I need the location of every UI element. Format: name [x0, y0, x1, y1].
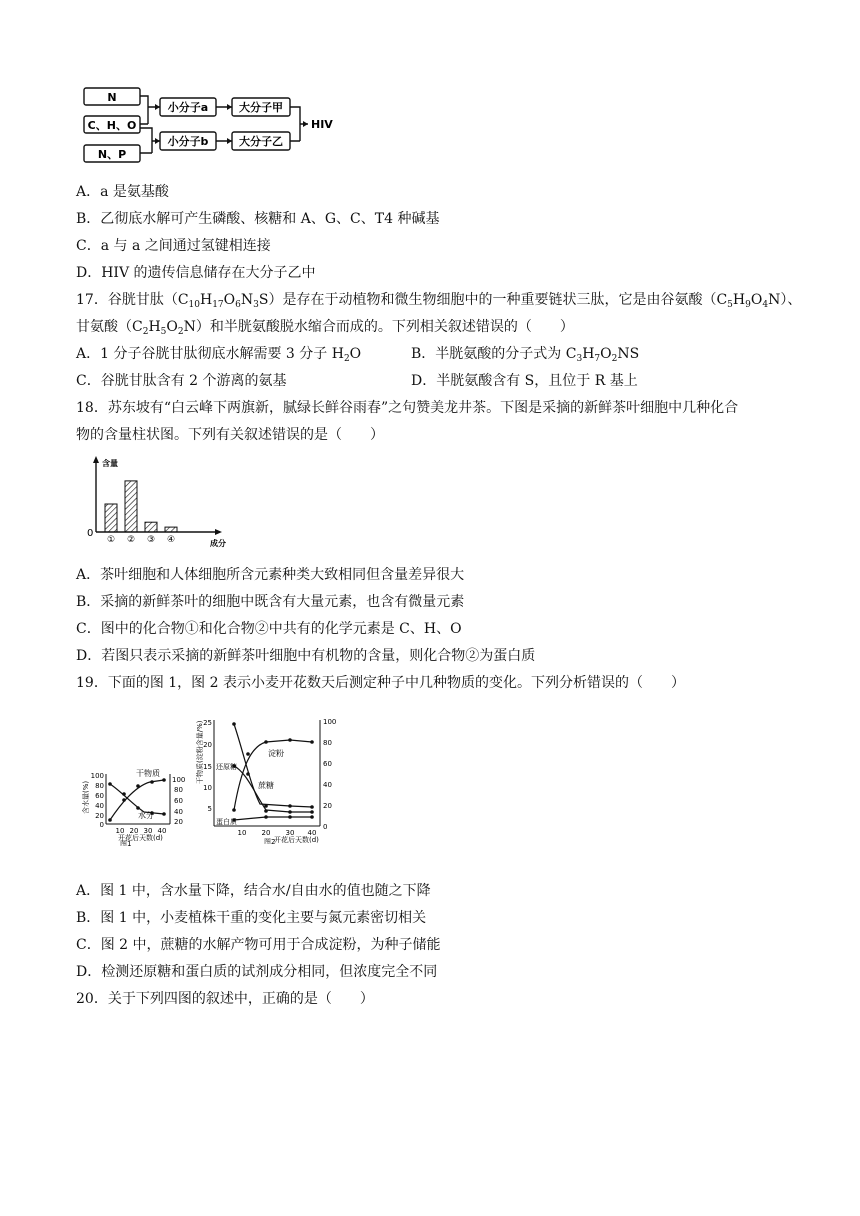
q17-option-d: D．半胱氨酸含有 S，且位于 R 基上 [411, 373, 638, 389]
fig2-caption: 图2 [264, 838, 276, 844]
q16-option-b: B．乙彻底水解可产生磷酸、核糖和 A、G、C、T4 种碱基 [76, 211, 440, 227]
fig2-ytick-right: 80 [323, 739, 332, 747]
chart-origin: 0 [87, 528, 94, 539]
q20-stem: 20．关于下列四图的叙述中，正确的是（ ） [76, 991, 374, 1007]
chart-x-label: 成分 [210, 539, 226, 548]
box-big-jia: 大分子甲 [239, 101, 283, 114]
bar-1 [105, 504, 117, 532]
fig2-protein-label: 蛋白质 [216, 818, 237, 826]
q18-option-b: B．采摘的新鲜茶叶的细胞中既含有大量元素，也含有微量元素 [76, 594, 465, 610]
q17-option-a: A．1 分子谷胱甘肽彻底水解需要 3 分子 $H_2O$ [76, 346, 362, 364]
fig2-ytick-left: 15 [203, 763, 212, 771]
fig1-ytick-left: 100 [90, 772, 104, 780]
bar-2 [125, 481, 137, 532]
fig2-ytick-right: 100 [323, 718, 337, 726]
fig1-ytick-right: 80 [174, 786, 183, 794]
bar-4 [165, 527, 177, 532]
hiv-label: HIV [311, 118, 333, 131]
q17-stem-line2: 甘氨酸$(C_2H_5O_2N)$和半胱氨酸脱水缩合而成的。下列相关叙述错误的（ ） [76, 319, 574, 337]
fig2-reducing-sugar-label: 还原糖 [216, 763, 237, 771]
bar-label-2: ② [126, 535, 136, 545]
fig2-y-label: 干物质(淀粉含量/%) [196, 720, 204, 784]
fig1-ytick-left: 0 [99, 821, 104, 829]
q17-stem-line1: 17．谷胱甘肽$(C_{10}H_{17}O_6N_3S)$是存在于动植物和微生物细胞中的一种重要链状三肽，它是由谷氨酸$(C_5H_9O_4N)$、 [76, 292, 802, 310]
fig2-protein-curve [234, 817, 312, 820]
bar-3 [145, 522, 157, 532]
q18-option-d: D．若图只表示采摘的新鲜茶叶细胞中有机物的含量，则化合物②为蛋白质 [76, 648, 536, 664]
fig2-sucrose-label: 蔗糖 [258, 781, 274, 790]
box-small-a: 小分子a [167, 101, 209, 114]
fig1-xtick: 20 [129, 827, 139, 835]
q17-option-b: B．半胱氨酸的分子式为 $C_3H_7O_2NS$ [411, 346, 640, 364]
bar-label-4: ④ [166, 535, 176, 545]
q16-option-a: A．a 是氨基酸 [76, 184, 169, 200]
q19-option-b: B．图 1 中，小麦植株干重的变化主要与氮元素密切相关 [76, 910, 427, 926]
q16-option-c: C．a 与 a 之间通过氢键相连接 [76, 238, 271, 254]
figure-1-water-dry-matter [80, 762, 190, 846]
box-small-b: 小分子b [167, 135, 209, 148]
q19-stem: 19．下面的图 1，图 2 表示小麦开花数天后测定种子中几种物质的变化。下列分析错误的（ ） [76, 675, 685, 691]
q18-stem-line1: 18．苏东坡有“白云峰下两旗新，腻绿长鲜谷雨春”之句赞美龙井茶。下图是采摘的新鲜茶叶细胞中几种化合 [76, 400, 739, 416]
hiv-composition-diagram [80, 84, 350, 166]
fig2-ytick-left: 20 [203, 741, 212, 749]
fig1-xtick: 40 [157, 827, 167, 835]
q18-stem-line2: 物的含量柱状图。下列有关叙述错误的是（ ） [76, 427, 384, 443]
fig2-starch-label: 淀粉 [268, 749, 284, 758]
fig1-ytick-left: 40 [95, 802, 104, 810]
fig2-ytick-right: 60 [323, 760, 332, 768]
box-big-yi: 大分子乙 [239, 135, 283, 148]
q18-option-c: C．图中的化合物①和化合物②中共有的化学元素是 C、H、O [76, 621, 462, 637]
bar-label-3: ③ [146, 535, 156, 545]
fig2-ytick-left: 10 [203, 784, 212, 792]
q19-option-a: A．图 1 中，含水量下降，结合水/自由水的值也随之下降 [76, 883, 431, 899]
chart-y-label: 含量 [102, 459, 118, 468]
fig1-xtick: 10 [115, 827, 125, 835]
fig2-xtick: 20 [261, 829, 271, 837]
figure-2-substance-changes [192, 714, 360, 844]
fig2-ytick-right: 0 [323, 823, 328, 831]
fig1-xtick: 30 [143, 827, 153, 835]
fig2-ytick-right: 40 [323, 781, 332, 789]
fig1-ytick-right: 100 [172, 776, 186, 784]
fig2-x-label: 开花后天数(d) [274, 836, 319, 844]
fig2-xtick: 10 [237, 829, 247, 837]
fig1-ytick-right: 40 [174, 808, 183, 816]
fig1-y-label: 含水量(%) [82, 780, 90, 814]
box-n: N [107, 91, 117, 104]
fig2-xtick: 40 [307, 829, 317, 837]
fig1-x-label: 开花后天数(d) [118, 834, 163, 842]
box-cho: C、H、O [87, 119, 137, 132]
fig1-water-label: 水分 [138, 811, 154, 820]
fig2-ytick-left: 5 [207, 805, 212, 813]
q17-option-c: C．谷胱甘肽含有 2 个游离的氨基 [76, 373, 287, 389]
fig1-ytick-left: 80 [95, 782, 104, 790]
box-np: N、P [97, 148, 127, 161]
q19-option-d: D．检测还原糖和蛋白质的试剂成分相同，但浓度完全不同 [76, 964, 438, 980]
fig1-ytick-right: 60 [174, 797, 183, 805]
fig2-ytick-right: 20 [323, 802, 332, 810]
q19-option-c: C．图 2 中，蔗糖的水解产物可用于合成淀粉，为种子储能 [76, 937, 441, 953]
q16-option-d: D．HIV 的遗传信息储存在大分子乙中 [76, 265, 316, 281]
fig1-caption: 图1 [120, 840, 132, 846]
bar-label-1: ① [106, 535, 116, 545]
fig1-dry-matter-label: 干物质 [136, 769, 160, 778]
fig1-ytick-right: 20 [174, 818, 183, 826]
fig2-xtick: 30 [285, 829, 295, 837]
compound-content-bar-chart [84, 454, 234, 550]
fig2-ytick-left: 25 [203, 719, 212, 727]
fig1-ytick-left: 60 [95, 792, 104, 800]
fig1-ytick-left: 20 [95, 812, 104, 820]
q18-option-a: A．茶叶细胞和人体细胞所含元素种类大致相同但含量差异很大 [76, 567, 465, 583]
